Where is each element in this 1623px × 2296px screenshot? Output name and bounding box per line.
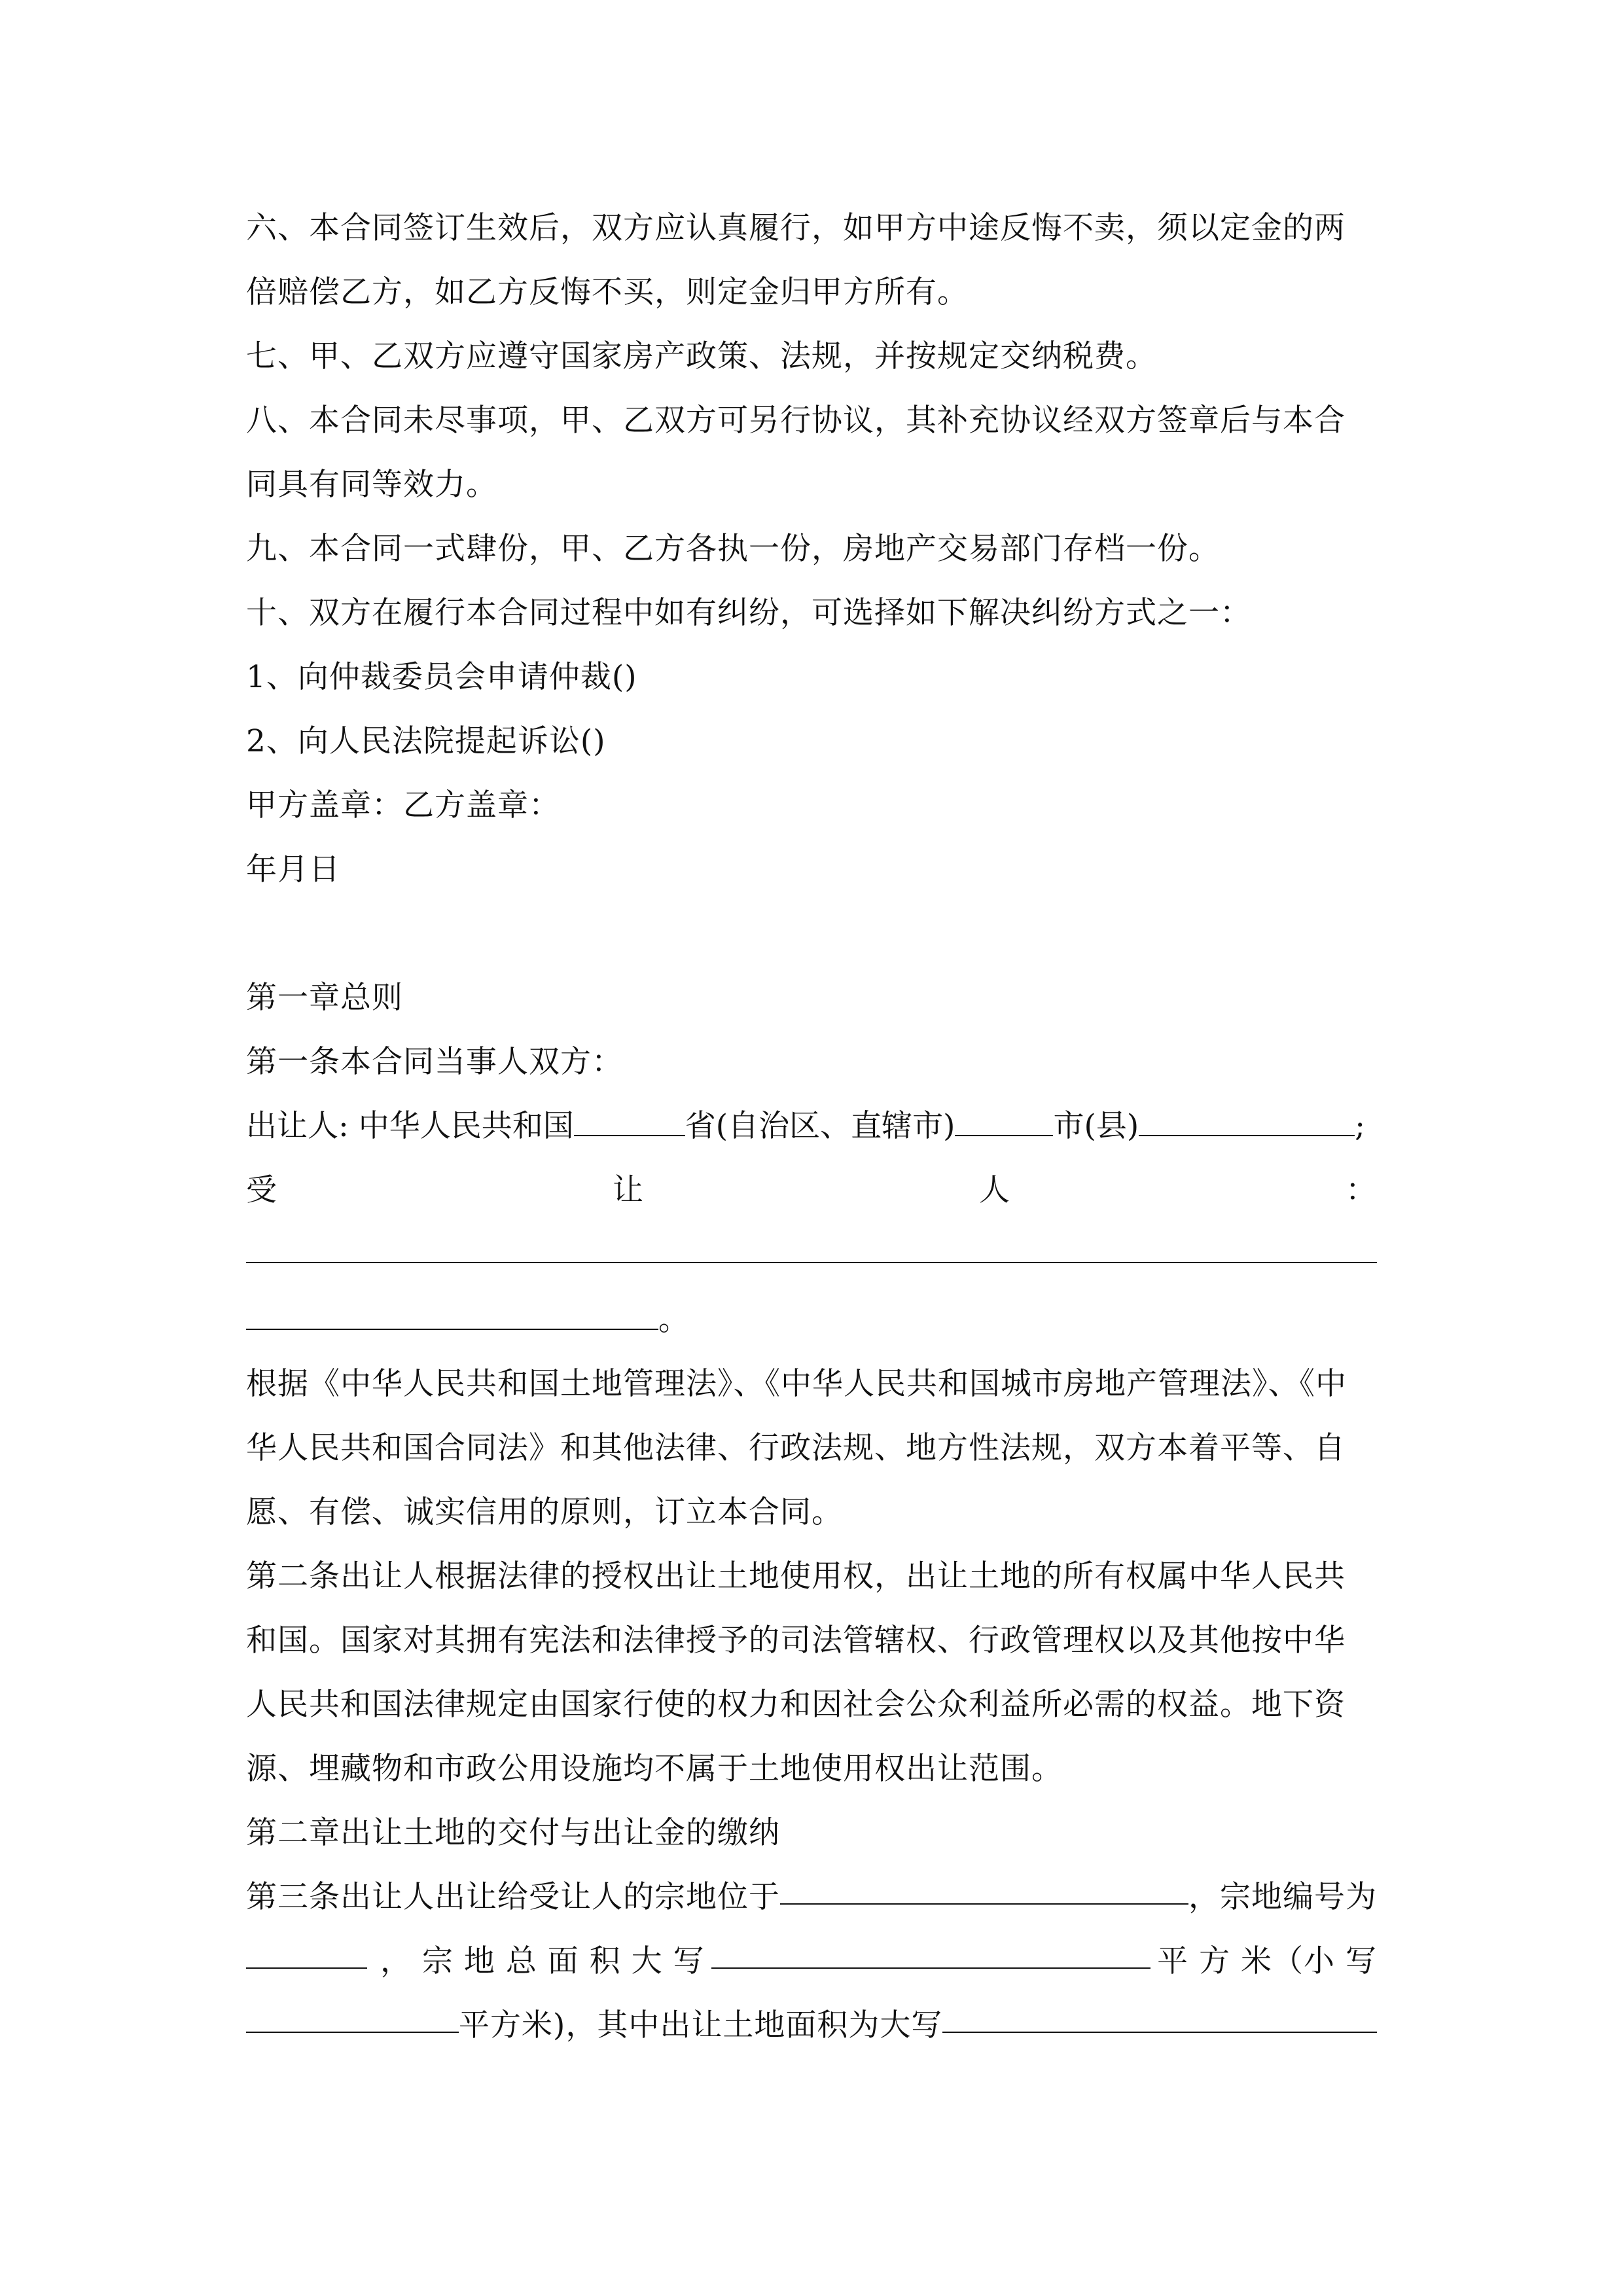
parcel-number-blank[interactable] — [246, 1929, 367, 1969]
grantee-char: ： — [1346, 1172, 1377, 1208]
article-3-line-3 — [246, 1994, 1377, 2058]
grantor-name-blank[interactable] — [1139, 1097, 1355, 1136]
grantor-city: 市(县) — [1053, 1108, 1139, 1144]
grantee-line — [246, 1158, 1377, 1223]
clause-9: 九、本合同一式肆份，甲、乙方各执一份，房地产交易部门存档一份。 — [246, 531, 1220, 567]
total-area-small-blank[interactable] — [246, 1994, 459, 2033]
clause-10: 十、双方在履行本合同过程中如有纠纷，可选择如下解决纠纷方式之一： — [246, 595, 1251, 631]
article-2-line-4: 源、埋藏物和市政公用设施均不属于土地使用权出让范围。 — [246, 1751, 1063, 1787]
dispute-option-litigation: 2、向人民法院提起诉讼() — [246, 723, 606, 759]
clause-8-line-1: 八、本合同未尽事项，甲、乙双方可另行协议，其补充协议经双方签章后与本合 — [246, 403, 1346, 439]
article-3-prefix: 第三条出让人出让给受让人的宗地位于 — [246, 1879, 780, 1915]
grantee-blank-full[interactable] — [246, 1223, 1377, 1263]
grantor-province: 省(自治区、直辖市) — [685, 1108, 955, 1144]
basis-line-1: 根据《中华人民共和国土地管理法》、《中华人民共和国城市房地产管理法》、《中 — [246, 1366, 1347, 1402]
article-2-line-1: 第二条出让人根据法律的授权出让土地使用权，出让土地的所有权属中华人民共 — [246, 1558, 1346, 1594]
article-2-line-3: 人民共和国法律规定由国家行使的权力和因社会公众利益所必需的权益。地下资 — [246, 1687, 1346, 1723]
clause-6-line-2: 倍赔偿乙方，如乙方反悔不买，则定金归甲方所有。 — [246, 274, 969, 310]
article-3-sqm-close: 平方米)，其中出让土地面积为大写 — [459, 2007, 943, 2043]
article-3-line-1 — [246, 1865, 1377, 1929]
article-3-line-2 — [246, 1929, 1377, 1994]
clause-7: 七、甲、乙双方应遵守国家房产政策、法规，并按规定交纳税费。 — [246, 338, 1157, 374]
clause-8-line-2: 同具有同等效力。 — [246, 467, 497, 503]
city-blank[interactable] — [955, 1097, 1053, 1136]
seal-line: 甲方盖章：乙方盖章： — [246, 787, 560, 823]
article-3-sqm-small: 平 方 米（小 写 — [1157, 1943, 1377, 1979]
grantor-prefix: 出让人: — [246, 1108, 349, 1144]
dispute-option-arbitration: 1、向仲裁委员会申请仲裁() — [246, 659, 637, 695]
grantee-blank[interactable] — [246, 1291, 658, 1330]
grantee-end: 。 — [658, 1302, 690, 1338]
grantee-char: 受 — [246, 1172, 277, 1208]
grantor-country: 中华人民共和国 — [358, 1108, 574, 1144]
clause-6-line-1: 六、本合同签订生效后，双方应认真履行，如甲方中途反悔不卖，须以定金的两 — [246, 210, 1346, 246]
chapter-2-title: 第二章出让土地的交付与出让金的缴纳 — [246, 1815, 780, 1851]
article-3-total-area: ， 宗 地 总 面 积 大 写 — [380, 1943, 705, 1979]
granted-area-blank[interactable] — [942, 1994, 1377, 2033]
basis-line-3: 愿、有偿、诚实信用的原则，订立本合同。 — [246, 1494, 843, 1530]
grantor-end: ; — [1355, 1108, 1366, 1144]
article-1: 第一条本合同当事人双方： — [246, 1044, 623, 1080]
date-line: 年月日 — [246, 852, 340, 888]
grantee-char: 让 — [613, 1172, 644, 1208]
total-area-blank[interactable] — [711, 1929, 1151, 1969]
parcel-location-blank[interactable] — [780, 1865, 1188, 1905]
grantor-line — [246, 1094, 1377, 1158]
basis-line-2: 华人民共和国合同法》和其他法律、行政法规、地方性法规，双方本着平等、自 — [246, 1430, 1346, 1466]
province-blank[interactable] — [574, 1097, 685, 1136]
grantee-char: 人 — [979, 1172, 1010, 1208]
grantee-blank-line — [246, 1288, 1377, 1352]
chapter-1-title: 第一章总则 — [246, 980, 403, 1016]
section-gap — [246, 902, 1377, 966]
article-2-line-2: 和国。国家对其拥有宪法和法律授予的司法管辖权、行政管理权以及其他按中华 — [246, 1623, 1346, 1659]
document-body — [246, 196, 1377, 2058]
article-3-parcel-no: ，宗地编号为 — [1188, 1879, 1377, 1915]
